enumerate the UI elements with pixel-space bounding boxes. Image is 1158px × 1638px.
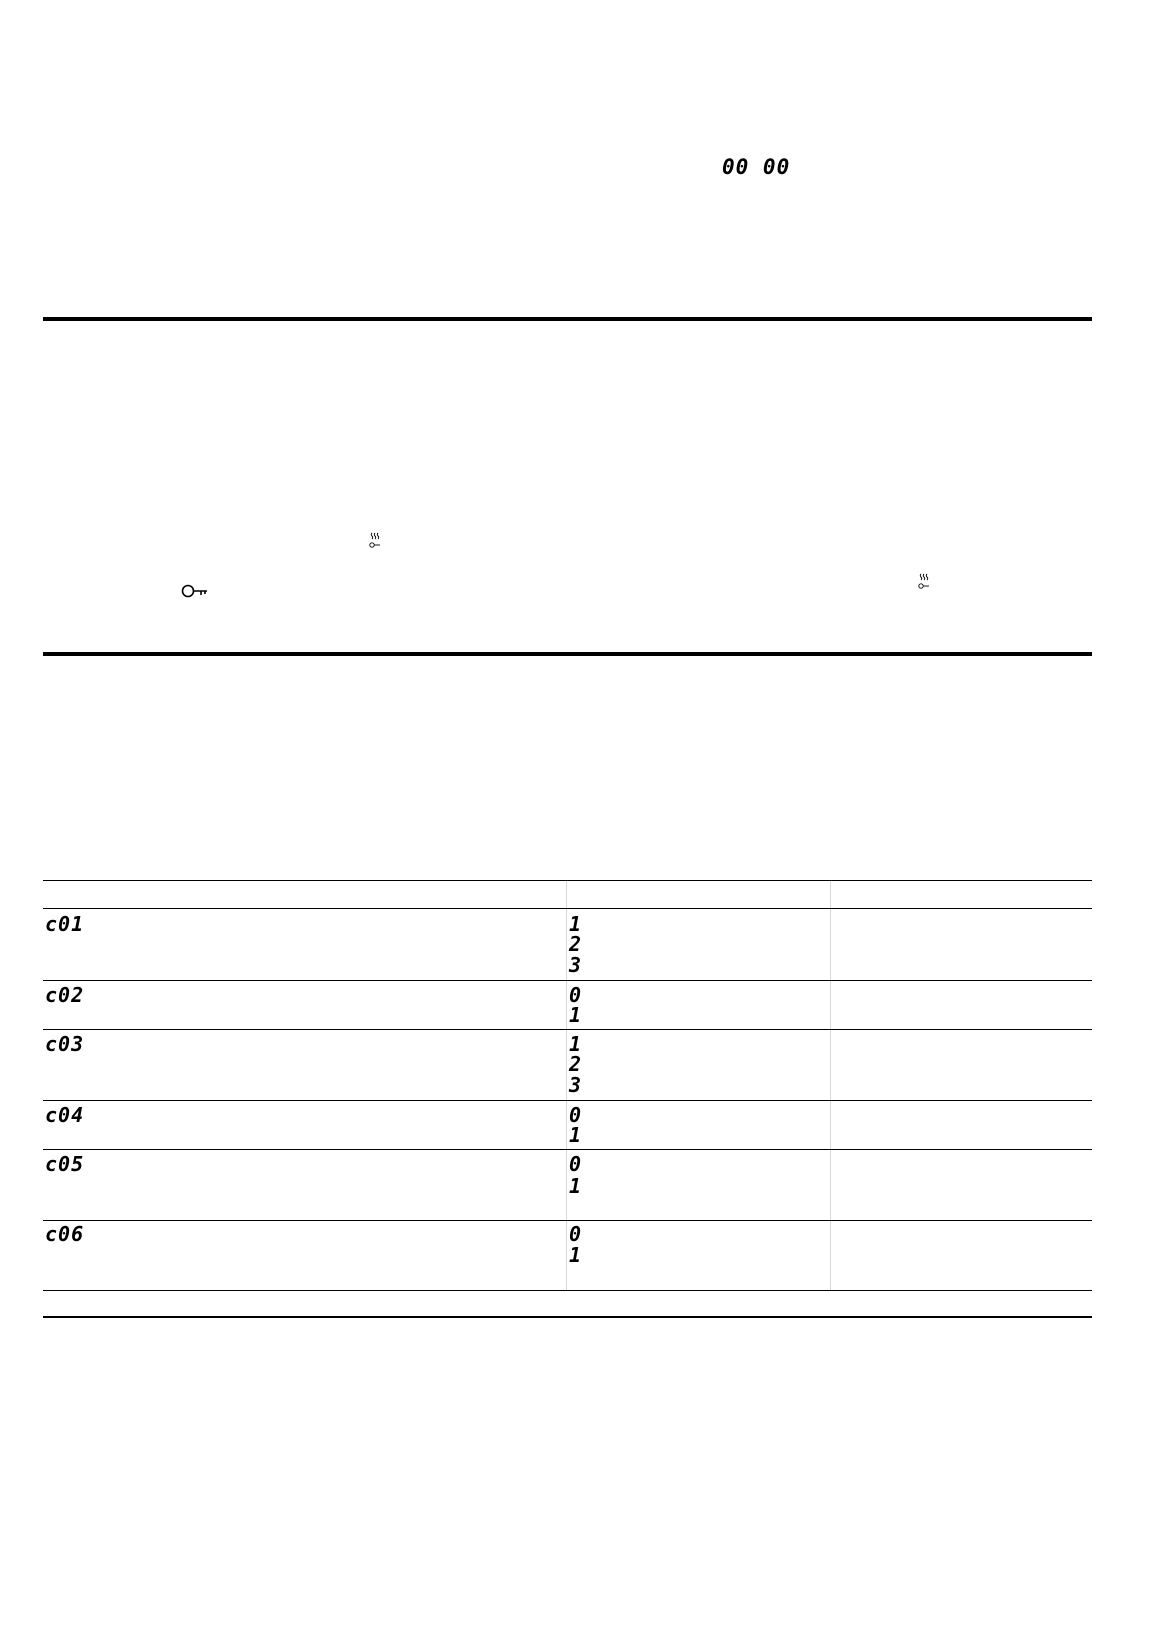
- table-top-rule: [43, 880, 1092, 881]
- section-divider: [43, 652, 1092, 656]
- setting-code: c06: [45, 1222, 85, 1246]
- setting-code: c05: [45, 1152, 85, 1176]
- setting-value: 1: [569, 1174, 583, 1198]
- setting-value: 3: [569, 953, 583, 977]
- steam-probe-icon: [918, 573, 930, 591]
- setting-value: 0: [569, 1222, 583, 1246]
- table-row-rule: [43, 1100, 1092, 1101]
- table-header-rule: [43, 908, 1092, 909]
- setting-code: c03: [45, 1032, 85, 1056]
- setting-value: 1: [569, 1032, 583, 1056]
- setting-value: 2: [569, 932, 583, 956]
- clock-readout: 00 00: [722, 155, 791, 179]
- table-row-rule: [43, 1029, 1092, 1030]
- setting-code: c01: [45, 912, 85, 936]
- setting-value: 0: [569, 983, 583, 1007]
- setting-value: 1: [569, 912, 583, 936]
- key-icon: [181, 583, 209, 599]
- setting-value: 2: [569, 1052, 583, 1076]
- table-row-rule: [43, 1290, 1092, 1291]
- table-column-guide: [566, 880, 567, 1290]
- setting-value: 1: [569, 1123, 583, 1147]
- table-column-guide: [830, 880, 831, 1290]
- table-row-rule: [43, 980, 1092, 981]
- setting-value: 1: [569, 1243, 583, 1267]
- table-row-rule: [43, 1220, 1092, 1221]
- setting-code: c02: [45, 983, 85, 1007]
- table-bottom-rule: [43, 1316, 1092, 1318]
- steam-probe-icon: [369, 532, 381, 550]
- setting-value: 3: [569, 1073, 583, 1097]
- setting-value: 1: [569, 1003, 583, 1027]
- setting-value: 0: [569, 1152, 583, 1176]
- setting-code: c04: [45, 1103, 85, 1127]
- section-divider: [43, 317, 1092, 321]
- setting-value: 0: [569, 1103, 583, 1127]
- table-row-rule: [43, 1149, 1092, 1150]
